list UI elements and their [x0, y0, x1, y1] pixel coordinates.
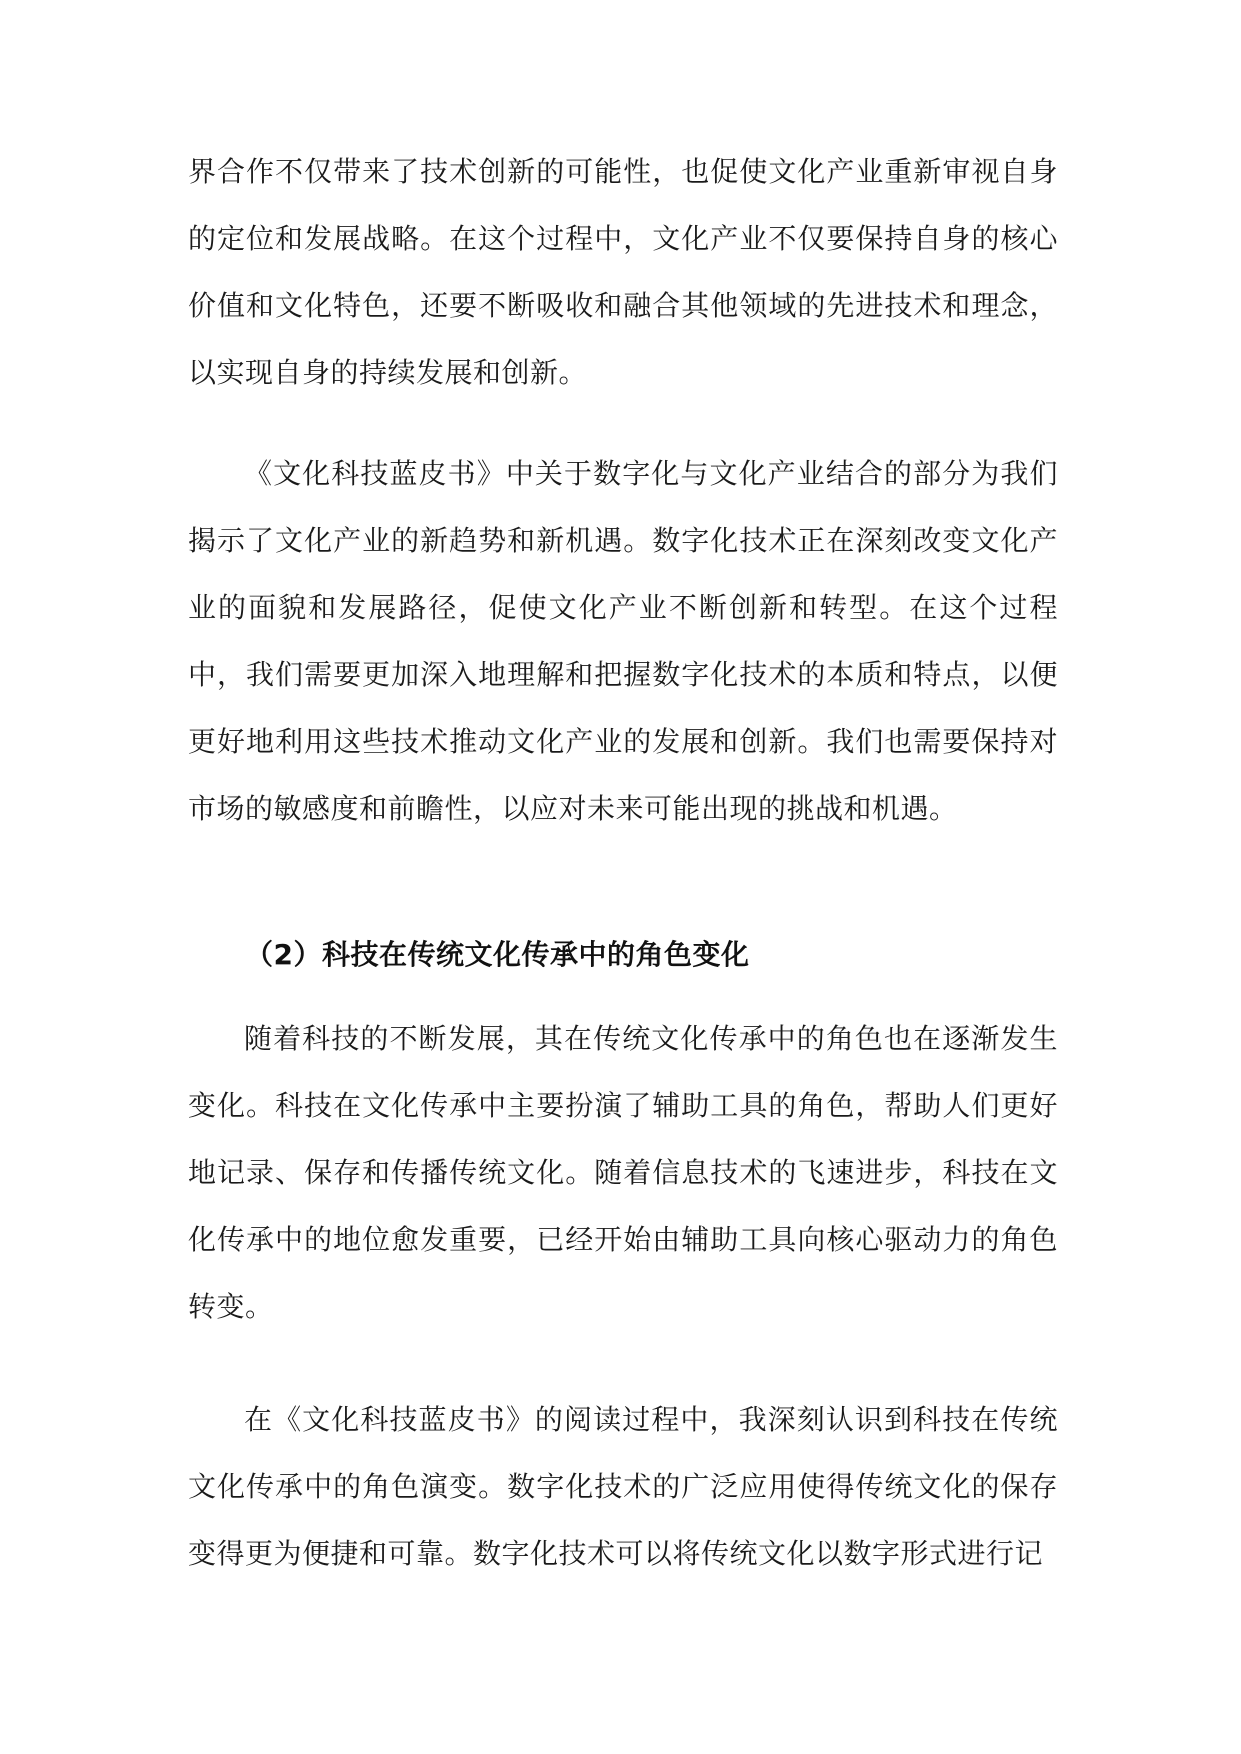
body-paragraph: 《文化科技蓝皮书》中关于数字化与文化产业结合的部分为我们揭示了文化产业的新趋势和新机遇。数字化技术正在深刻改变文化产业的面貌和发展路径，促使文化产业不断创新和转型。在这个过程中，我们需要更加深入地理解和把握数字化技术的本质和特点，以便更好地利用这些技术推动文化产业的发展和创新。我们也需要保持对市场的敏感度和前瞻性，以应对未来可能出现的挑战和机遇。	[188, 457, 1058, 825]
section-heading: （2）科技在传统文化传承中的角色变化	[245, 938, 750, 971]
body-paragraph: 在《文化科技蓝皮书》的阅读过程中，我深刻认识到科技在传统文化传承中的角色演变。数字化技术的广泛应用使得传统文化的保存变得更为便捷和可靠。数字化技术可以将传统文化以数字形式进行记	[188, 1403, 1058, 1570]
body-paragraph: 界合作不仅带来了技术创新的可能性，也促使文化产业重新审视自身的定位和发展战略。在这个过程中，文化产业不仅要保持自身的核心价值和文化特色，还要不断吸收和融合其他领域的先进技术和理念，以实现自身的持续发展和创新。	[188, 155, 1058, 389]
body-paragraph: 随着科技的不断发展，其在传统文化传承中的角色也在逐渐发生变化。科技在文化传承中主要扮演了辅助工具的角色，帮助人们更好地记录、保存和传播传统文化。随着信息技术的飞速进步，科技在文化传承中的地位愈发重要，已经开始由辅助工具向核心驱动力的角色转变。	[188, 1022, 1058, 1323]
